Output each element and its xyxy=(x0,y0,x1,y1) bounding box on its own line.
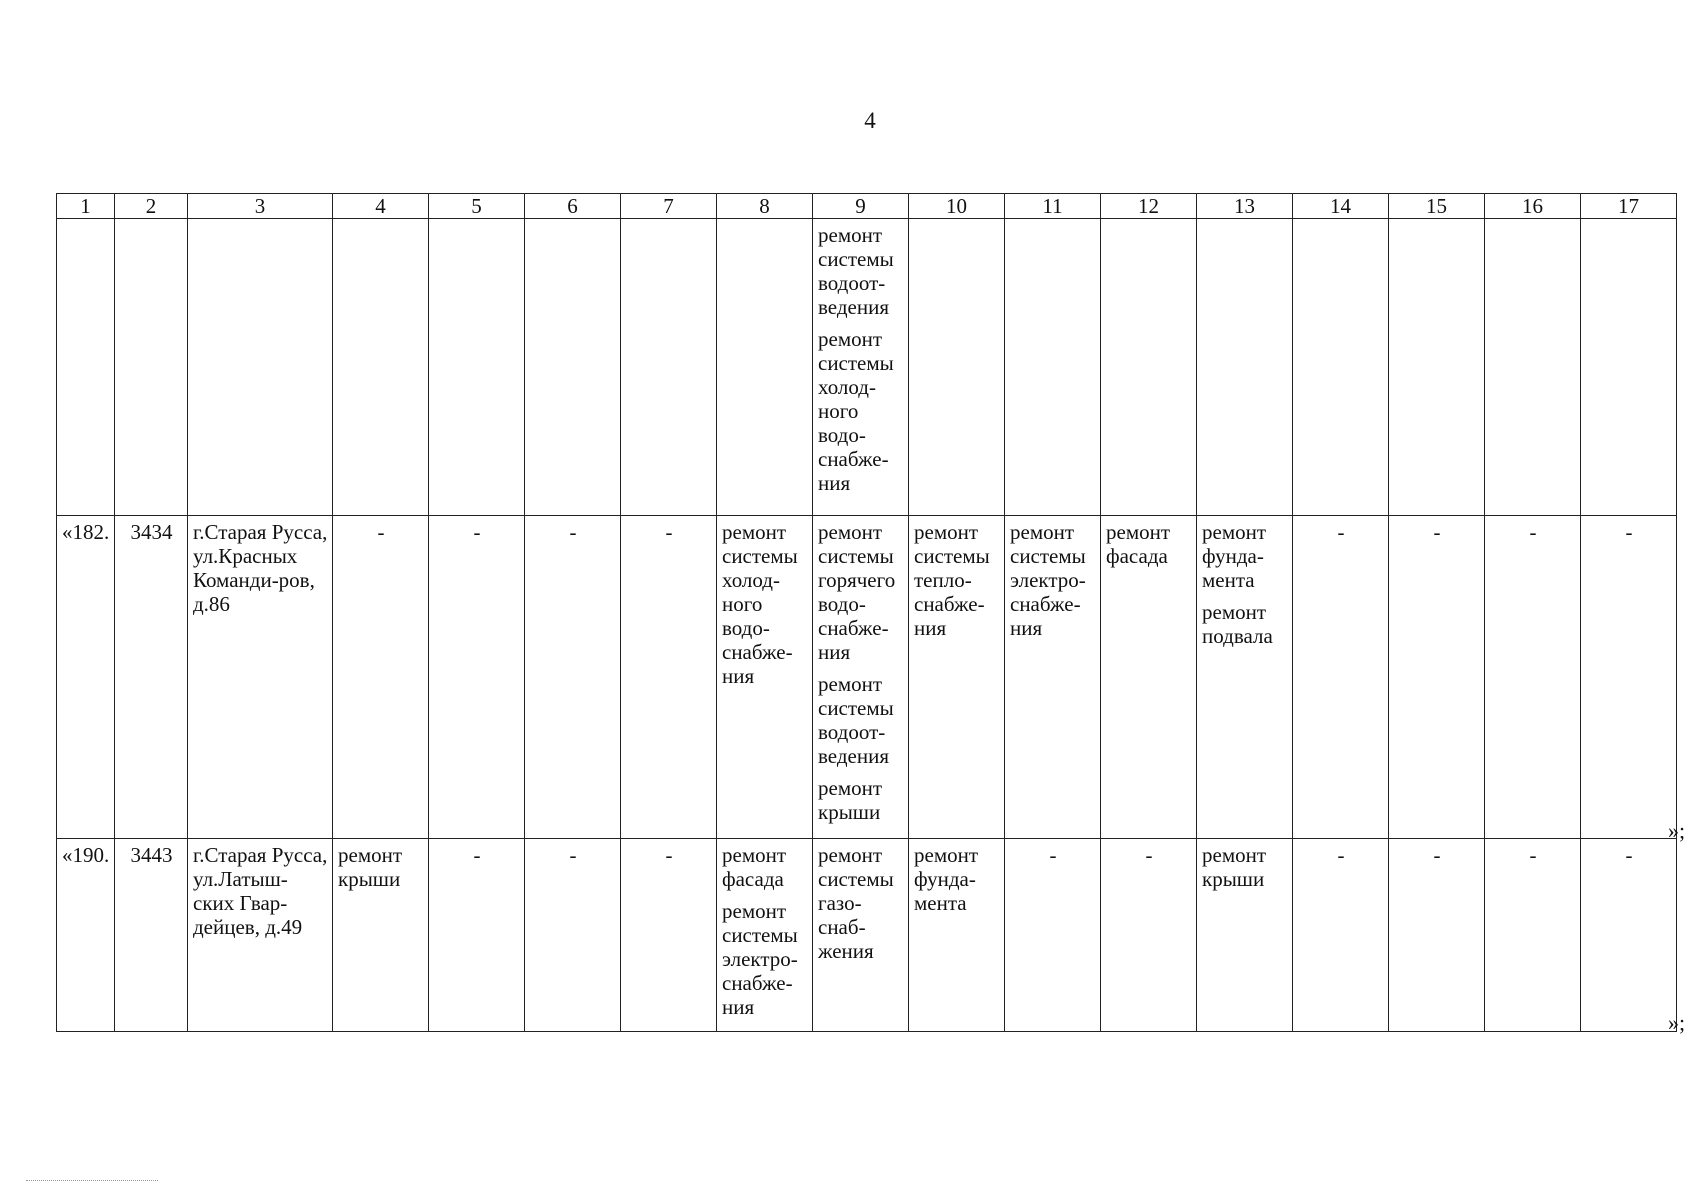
cell-text: ремонт системы водоот-ведения xyxy=(818,223,894,319)
cell-text: - xyxy=(473,520,481,544)
table-cell xyxy=(1005,516,1101,839)
cell-text: ремонт системы водоот-ведения xyxy=(818,672,894,768)
table-cell xyxy=(57,219,115,516)
column-header: 5 xyxy=(429,194,525,219)
cell-text: ремонт системы газо-снаб-жения xyxy=(818,843,894,963)
cell-text: 3434 xyxy=(130,520,173,544)
column-header: 7 xyxy=(621,194,717,219)
column-header: 12 xyxy=(1101,194,1197,219)
cell-text: ремонт системы электро-снабже-ния xyxy=(1010,520,1086,640)
table-cell xyxy=(1581,219,1677,516)
table-cell xyxy=(115,839,188,1032)
table-body xyxy=(57,219,1677,1032)
cell-text: - xyxy=(665,520,673,544)
table-header xyxy=(57,194,1677,219)
column-header: 16 xyxy=(1485,194,1581,219)
cell-text: - xyxy=(569,843,577,867)
table-cell xyxy=(1197,839,1293,1032)
cell-text: - xyxy=(1433,843,1441,867)
cell-text: - xyxy=(1049,843,1057,867)
table-cell xyxy=(57,839,115,1032)
closing-quote-mark: »; xyxy=(1668,818,1686,843)
table-cell xyxy=(333,516,429,839)
table-cell xyxy=(909,516,1005,839)
table-cell xyxy=(1197,516,1293,839)
cell-text: ремонт фасада xyxy=(722,843,787,891)
table-cell xyxy=(1485,219,1581,516)
table-cell xyxy=(1005,219,1101,516)
column-header: 1 xyxy=(57,194,115,219)
cell-text: ремонт системы электро-снабже-ния xyxy=(722,899,798,1019)
cell-text: ремонт крыши xyxy=(1202,843,1267,891)
table-cell xyxy=(1197,219,1293,516)
table-cell xyxy=(333,839,429,1032)
table-cell xyxy=(525,219,621,516)
column-header: 13 xyxy=(1197,194,1293,219)
table-cell xyxy=(621,839,717,1032)
cell-text: - xyxy=(1625,520,1633,544)
table-cell xyxy=(621,219,717,516)
table-cell xyxy=(813,219,909,516)
cell-text: - xyxy=(1433,520,1441,544)
cell-text: - xyxy=(665,843,673,867)
cell-text: - xyxy=(1529,520,1537,544)
table-cell xyxy=(1389,516,1485,839)
column-header: 8 xyxy=(717,194,813,219)
table-cell xyxy=(188,219,333,516)
column-header: 17 xyxy=(1581,194,1677,219)
column-header: 10 xyxy=(909,194,1005,219)
footer-rule xyxy=(26,1180,158,1181)
cell-text: - xyxy=(1337,520,1345,544)
cell-text: ремонт фунда-мента xyxy=(1202,520,1267,592)
table-cell xyxy=(909,219,1005,516)
cell-text: ремонт фунда-мента xyxy=(914,843,979,915)
cell-text: - xyxy=(569,520,577,544)
table-cell xyxy=(1581,839,1677,1032)
table-row xyxy=(57,516,1677,839)
table-cell xyxy=(717,839,813,1032)
table-cell xyxy=(1101,219,1197,516)
table-cell xyxy=(1101,516,1197,839)
table-cell xyxy=(57,516,115,839)
cell-text: ремонт крыши xyxy=(818,776,883,824)
table-cell xyxy=(621,516,717,839)
cell-text: - xyxy=(1625,843,1633,867)
table-row xyxy=(57,839,1677,1032)
table-cell xyxy=(525,516,621,839)
table-cell xyxy=(1389,219,1485,516)
cell-text: ремонт системы тепло-снабже-ния xyxy=(914,520,990,640)
column-header: 11 xyxy=(1005,194,1101,219)
cell-text: г.Старая Русса, ул.Латыш-ских Гвар-дейцев, д.49 xyxy=(193,843,328,939)
header-row xyxy=(57,194,1677,219)
table-cell xyxy=(1101,839,1197,1032)
cell-text: 3443 xyxy=(130,843,173,867)
table-cell xyxy=(813,516,909,839)
cell-text: - xyxy=(1337,843,1345,867)
table-cell xyxy=(717,516,813,839)
table-cell xyxy=(813,839,909,1032)
table-cell xyxy=(1485,516,1581,839)
table-cell xyxy=(1293,516,1389,839)
table-cell xyxy=(1005,839,1101,1032)
closing-quote-mark: »; xyxy=(1668,1010,1686,1035)
repair-schedule-table xyxy=(56,193,1677,1032)
table-cell xyxy=(429,839,525,1032)
table-cell xyxy=(1485,839,1581,1032)
cell-text: ремонт системы холод-ного водо-снабже-ния xyxy=(722,520,798,688)
table-cell xyxy=(429,219,525,516)
column-header: 15 xyxy=(1389,194,1485,219)
column-header: 14 xyxy=(1293,194,1389,219)
table-cell xyxy=(429,516,525,839)
table-cell xyxy=(188,839,333,1032)
cell-text: - xyxy=(473,843,481,867)
table-cell xyxy=(1581,516,1677,839)
table-cell xyxy=(115,219,188,516)
table-cell xyxy=(717,219,813,516)
table-cell xyxy=(115,516,188,839)
table-cell xyxy=(1293,839,1389,1032)
page-number: 4 xyxy=(864,108,876,133)
cell-text: ремонт системы горячего водо-снабже-ния xyxy=(818,520,896,664)
table-cell xyxy=(909,839,1005,1032)
cell-text: ремонт системы холод-ного водо-снабже-ния xyxy=(818,327,894,495)
cell-text: ремонт фасада xyxy=(1106,520,1171,568)
cell-text: - xyxy=(1529,843,1537,867)
cell-text: «190. xyxy=(62,843,110,867)
column-header: 6 xyxy=(525,194,621,219)
table-cell xyxy=(188,516,333,839)
cell-text: ремонт крыши xyxy=(338,843,403,891)
column-header: 3 xyxy=(188,194,333,219)
table-cell xyxy=(1389,839,1485,1032)
cell-text: ремонт подвала xyxy=(1202,600,1273,648)
column-header: 9 xyxy=(813,194,909,219)
cell-text: «182. xyxy=(62,520,110,544)
column-header: 4 xyxy=(333,194,429,219)
table-row xyxy=(57,219,1677,516)
cell-text: - xyxy=(377,520,385,544)
table-cell xyxy=(333,219,429,516)
column-header: 2 xyxy=(115,194,188,219)
table-cell xyxy=(525,839,621,1032)
cell-text: - xyxy=(1145,843,1153,867)
table-cell xyxy=(1293,219,1389,516)
cell-text: г.Старая Русса, ул.Красных Команди-ров, д.86 xyxy=(193,520,328,616)
